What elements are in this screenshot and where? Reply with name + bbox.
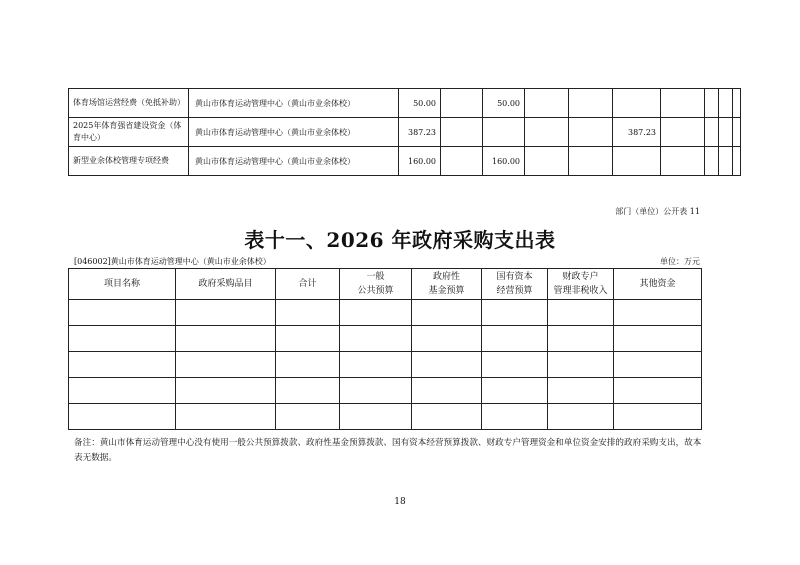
header-line: 国有资本: [496, 272, 533, 282]
empty-cell: [482, 404, 548, 430]
amount-cell: [441, 118, 483, 147]
empty-cell: [412, 352, 482, 378]
empty-cell: [412, 300, 482, 326]
table-row: [69, 147, 741, 176]
table-row: [69, 326, 702, 352]
amount-cell: [441, 147, 483, 176]
table-row: [69, 118, 741, 147]
amount-cell: [569, 147, 613, 176]
column-header: [276, 269, 340, 300]
header-line: 政府性: [432, 272, 460, 282]
empty-cell: [548, 352, 614, 378]
empty-cell: [69, 404, 176, 430]
header-line: 管理非税收入: [553, 286, 608, 296]
unit-cell: 黄山市体育运动管理中心（黄山市业余体校）: [189, 89, 399, 118]
department-code: [046002]黄山市体育运动管理中心（黄山市业余体校）: [74, 257, 271, 266]
page-title: 表十一、2026 年政府采购支出表: [244, 228, 556, 252]
header-line: 经营预算: [496, 286, 533, 296]
unit-label: 单位：万元: [660, 257, 700, 266]
header-line: 其他资金: [639, 279, 676, 289]
empty-cell: [176, 404, 276, 430]
amount-cell: [661, 147, 705, 176]
table-row: [69, 89, 741, 118]
amount-cell: [733, 89, 741, 118]
amount-cell: [483, 118, 525, 147]
header-line: 合计: [298, 279, 317, 289]
empty-cell: [276, 404, 340, 430]
table-row: [69, 352, 702, 378]
amount-cell: [719, 147, 733, 176]
amount-cell: [705, 118, 719, 147]
header-line: 基金预算: [428, 286, 465, 296]
empty-cell: [614, 326, 702, 352]
empty-cell: [176, 378, 276, 404]
amount-cell: 160.00: [399, 147, 441, 176]
empty-cell: [482, 352, 548, 378]
budget-items-table: [68, 88, 741, 176]
empty-cell: [412, 326, 482, 352]
header-line: 一般: [366, 272, 385, 282]
empty-cell: [176, 300, 276, 326]
page-number: 18: [394, 497, 406, 507]
amount-cell: 50.00: [399, 89, 441, 118]
unit-cell: 黄山市体育运动管理中心（黄山市业余体校）: [189, 147, 399, 176]
empty-cell: [69, 326, 176, 352]
column-header: [69, 269, 176, 300]
empty-cell: [340, 378, 412, 404]
empty-cell: [176, 352, 276, 378]
column-header: [176, 269, 276, 300]
empty-cell: [276, 300, 340, 326]
amount-cell: [733, 147, 741, 176]
amount-cell: 160.00: [483, 147, 525, 176]
empty-cell: [69, 378, 176, 404]
empty-cell: [482, 300, 548, 326]
empty-cell: [340, 300, 412, 326]
header-line: 财政专户: [562, 272, 599, 282]
item-name-cell: 体育场馆运营经费（免抵补助）: [69, 89, 189, 118]
empty-cell: [340, 352, 412, 378]
empty-cell: [548, 404, 614, 430]
column-header: [614, 269, 702, 300]
column-header: [482, 269, 548, 300]
empty-cell: [69, 300, 176, 326]
amount-cell: [733, 118, 741, 147]
column-header: [548, 269, 614, 300]
unit-cell: 黄山市体育运动管理中心（黄山市业余体校）: [189, 118, 399, 147]
table-row: [69, 300, 702, 326]
empty-cell: [614, 352, 702, 378]
amount-cell: [719, 89, 733, 118]
amount-cell: 387.23: [399, 118, 441, 147]
empty-cell: [276, 352, 340, 378]
header-line: 项目名称: [103, 279, 140, 289]
header-line: 政府采购品目: [198, 279, 253, 289]
item-name-cell: 2025年体育强省建设资金（体育中心）: [69, 118, 189, 147]
column-header: [340, 269, 412, 300]
empty-cell: [276, 326, 340, 352]
amount-cell: [613, 147, 661, 176]
footnote: 备注：黄山市体育运动管理中心没有使用一般公共预算拨款、政府性基金预算拨款、国有资本经营预算拨款、财政专户管理资金和单位资金安排的政府采购支出，故本表无数据。: [74, 438, 702, 463]
amount-cell: 50.00: [483, 89, 525, 118]
empty-cell: [548, 378, 614, 404]
empty-cell: [482, 378, 548, 404]
empty-cell: [340, 326, 412, 352]
amount-cell: [525, 89, 569, 118]
amount-cell: [661, 89, 705, 118]
empty-cell: [614, 300, 702, 326]
header-line: 公共预算: [357, 286, 394, 296]
amount-cell: [569, 89, 613, 118]
empty-cell: [614, 404, 702, 430]
amount-cell: [705, 147, 719, 176]
amount-cell: [441, 89, 483, 118]
empty-cell: [412, 378, 482, 404]
column-header: [412, 269, 482, 300]
table-row: [69, 378, 702, 404]
amount-cell: 387.23: [613, 118, 661, 147]
amount-cell: [705, 89, 719, 118]
empty-cell: [340, 404, 412, 430]
procurement-table: [68, 268, 702, 430]
table-tag: 部门（单位）公开表 11: [615, 207, 700, 216]
empty-cell: [176, 326, 276, 352]
empty-cell: [548, 300, 614, 326]
empty-cell: [482, 326, 548, 352]
empty-cell: [548, 326, 614, 352]
empty-cell: [69, 352, 176, 378]
amount-cell: [661, 118, 705, 147]
amount-cell: [613, 89, 661, 118]
amount-cell: [525, 147, 569, 176]
empty-cell: [412, 404, 482, 430]
item-name-cell: 新型业余体校管理专项经费: [69, 147, 189, 176]
empty-cell: [614, 378, 702, 404]
amount-cell: [719, 118, 733, 147]
amount-cell: [525, 118, 569, 147]
empty-cell: [276, 378, 340, 404]
table-row: [69, 404, 702, 430]
amount-cell: [569, 118, 613, 147]
